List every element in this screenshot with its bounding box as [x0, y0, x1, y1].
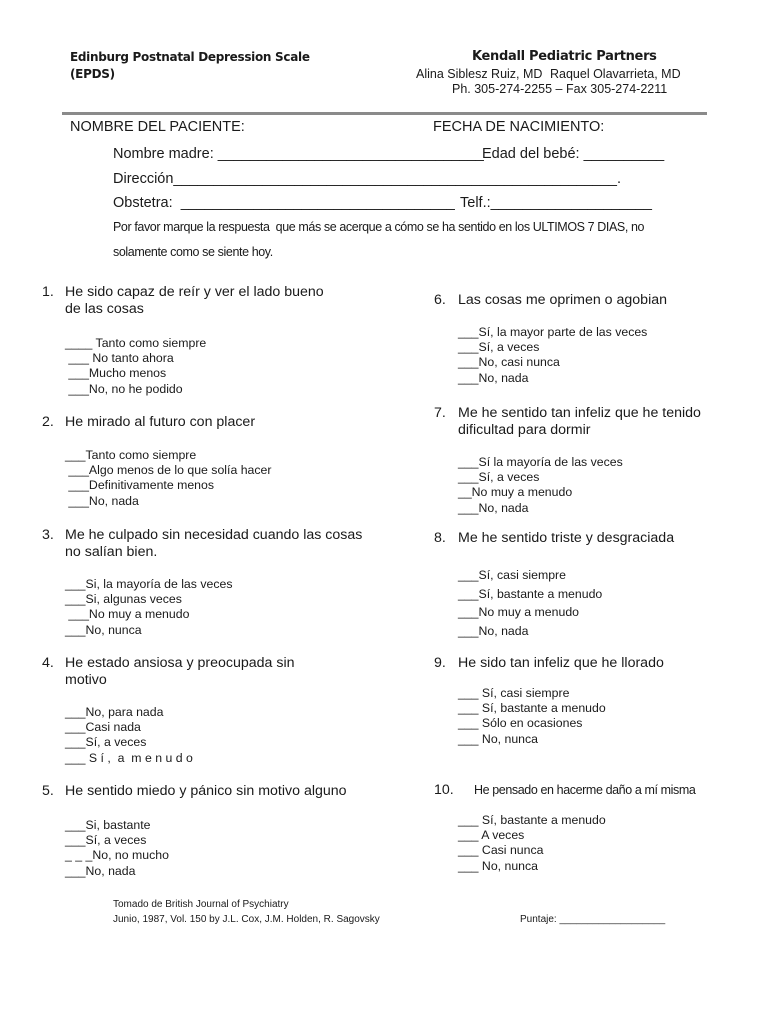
answer-options	[458, 325, 647, 386]
question-text: Me he culpado sin necesidad cuando las cosas no salían bien.	[65, 527, 363, 560]
question-number: 7.	[434, 405, 446, 421]
question-text: He mirado al futuro con placer	[65, 414, 256, 430]
answer-option[interactable]: ___No, no he podido	[65, 381, 183, 396]
question-number: 1.	[42, 284, 54, 300]
question-number: 9.	[434, 655, 446, 671]
baby-age-field[interactable]: Edad del bebé: __________	[482, 146, 665, 162]
question-number: 3.	[42, 527, 54, 543]
mother-name-field[interactable]: Nombre madre: _________________________________	[113, 146, 484, 162]
instructions-line-2: solamente como se siente hoy.	[113, 245, 273, 259]
score-field[interactable]: Puntaje: ___________________	[520, 914, 666, 925]
answer-option[interactable]: ____ Tanto como siempre	[65, 336, 207, 350]
scale-abbreviation: (EPDS)	[70, 67, 115, 81]
answer-option[interactable]: ___ Casi nunca	[458, 843, 544, 858]
answer-options	[458, 813, 606, 874]
phone-field[interactable]: Telf.:____________________	[460, 195, 652, 211]
answer-option[interactable]: ___ No tanto ahora	[65, 351, 174, 366]
answer-options	[458, 566, 602, 640]
source-citation-line-2: Junio, 1987, Vol. 150 by J.L. Cox, J.M. Holden, R. Sagovsky	[113, 914, 380, 925]
question-text: He sido tan infeliz que he llorado	[458, 655, 664, 671]
answer-options	[65, 448, 271, 509]
answer-option[interactable]: ___No, nunca	[65, 622, 142, 637]
answer-option[interactable]: ___Si, bastante	[65, 818, 151, 832]
answer-option[interactable]: ___No muy a menudo	[458, 605, 579, 619]
answer-option[interactable]: ___No, casi nunca	[458, 355, 560, 370]
answer-option[interactable]: ___Mucho menos	[65, 366, 167, 381]
answer-option[interactable]: ___ No, nunca	[458, 858, 538, 873]
answer-options	[458, 686, 606, 747]
answer-options	[458, 455, 623, 516]
answer-option[interactable]: ___ Sí, bastante a menudo	[458, 701, 606, 716]
answer-option[interactable]: ___No muy a menudo	[65, 607, 190, 622]
answer-option[interactable]: ___Sí, a veces	[458, 470, 540, 485]
obstetrician-field[interactable]: Obstetra: __________________________________	[113, 195, 455, 211]
answer-options	[65, 577, 232, 638]
scale-title: Edinburg Postnatal Depression Scale	[70, 50, 310, 64]
answer-option[interactable]: ___Sí, bastante a menudo	[458, 586, 603, 601]
answer-option[interactable]: ___Sí la mayoría de las veces	[458, 455, 623, 469]
answer-option[interactable]: ___No, nada	[458, 623, 529, 638]
answer-option[interactable]: ___ Sí, bastante a menudo	[458, 813, 606, 827]
patient-name-label: NOMBRE DEL PACIENTE:	[70, 119, 245, 135]
answer-options	[65, 336, 206, 397]
question-text: Me he sentido tan infeliz que he tenido dificultad para dormir	[458, 405, 701, 438]
question-text: He sido capaz de reír y ver el lado bueno de las cosas	[65, 284, 324, 317]
answer-option[interactable]: _ _ _No, no mucho	[65, 848, 169, 863]
question-number: 4.	[42, 655, 54, 671]
question-number: 8.	[434, 530, 446, 546]
question-number: 10.	[434, 782, 454, 798]
answer-option[interactable]: ___ No, nunca	[458, 731, 538, 746]
answer-option[interactable]: ___No, nada	[458, 370, 529, 385]
answer-option[interactable]: ___No, nada	[65, 863, 136, 878]
answer-option[interactable]: ___Casi nada	[65, 720, 141, 735]
answer-option[interactable]: ___No, nada	[65, 493, 139, 508]
question-text: He estado ansiosa y preocupada sin motivo	[65, 655, 295, 688]
answer-option[interactable]: ___Sí, casi siempre	[458, 568, 566, 582]
answer-option[interactable]: ___ Sólo en ocasiones	[458, 716, 583, 731]
answer-options	[65, 705, 193, 766]
answer-option[interactable]: ___Sí, la mayor parte de las veces	[458, 325, 648, 339]
question-number: 2.	[42, 414, 54, 430]
header-divider	[62, 112, 707, 115]
answer-option[interactable]: ___Si, algunas veces	[65, 592, 182, 607]
question-text: Las cosas me oprimen o agobian	[458, 292, 667, 308]
address-field[interactable]: Dirección_______________________________________________________.	[113, 171, 621, 187]
question-number: 5.	[42, 783, 54, 799]
question-number: 6.	[434, 292, 446, 308]
answer-option[interactable]: ___No, para nada	[65, 705, 164, 719]
answer-option[interactable]: ___Algo menos de lo que solía hacer	[65, 463, 272, 478]
clinic-phone-fax: Ph. 305-274-2255 – Fax 305-274-2211	[452, 82, 668, 96]
answer-option[interactable]: ___Sí, a veces	[65, 833, 147, 848]
source-citation-line-1: Tomado de British Journal of Psychiatry	[113, 899, 289, 910]
answer-option[interactable]: ___No, nada	[458, 500, 529, 515]
answer-option[interactable]: ___Sí, a veces	[65, 735, 147, 750]
answer-option[interactable]: ___Sí, a veces	[458, 340, 540, 355]
doctor-name-1: Alina Siblesz Ruiz, MD	[416, 67, 543, 81]
clinic-name: Kendall Pediatric Partners	[472, 49, 657, 64]
answer-options	[65, 818, 169, 879]
question-text: Me he sentido triste y desgraciada	[458, 530, 675, 546]
answer-option[interactable]: ___Tanto como siempre	[65, 448, 197, 462]
answer-option[interactable]: ___Si, la mayoría de las veces	[65, 577, 233, 591]
dob-label: FECHA DE NACIMIENTO:	[433, 119, 605, 135]
question-text: He pensado en hacerme daño a mí misma	[474, 783, 696, 797]
answer-option[interactable]: ___ Sí, casi siempre	[458, 686, 570, 700]
answer-option[interactable]: ___ A veces	[458, 828, 525, 843]
doctor-name-2: Raquel Olavarrieta, MD	[550, 67, 681, 81]
answer-option[interactable]: ___ S í , a m e n u d o	[65, 750, 193, 765]
answer-option[interactable]: ___Definitivamente menos	[65, 478, 215, 493]
question-text: He sentido miedo y pánico sin motivo alguno	[65, 783, 347, 799]
answer-option[interactable]: __No muy a menudo	[458, 485, 573, 500]
instructions-line-1: Por favor marque la respuesta que más se acerque a cómo se ha sentido en los ULTIMOS 7 DIAS, no	[113, 220, 645, 234]
